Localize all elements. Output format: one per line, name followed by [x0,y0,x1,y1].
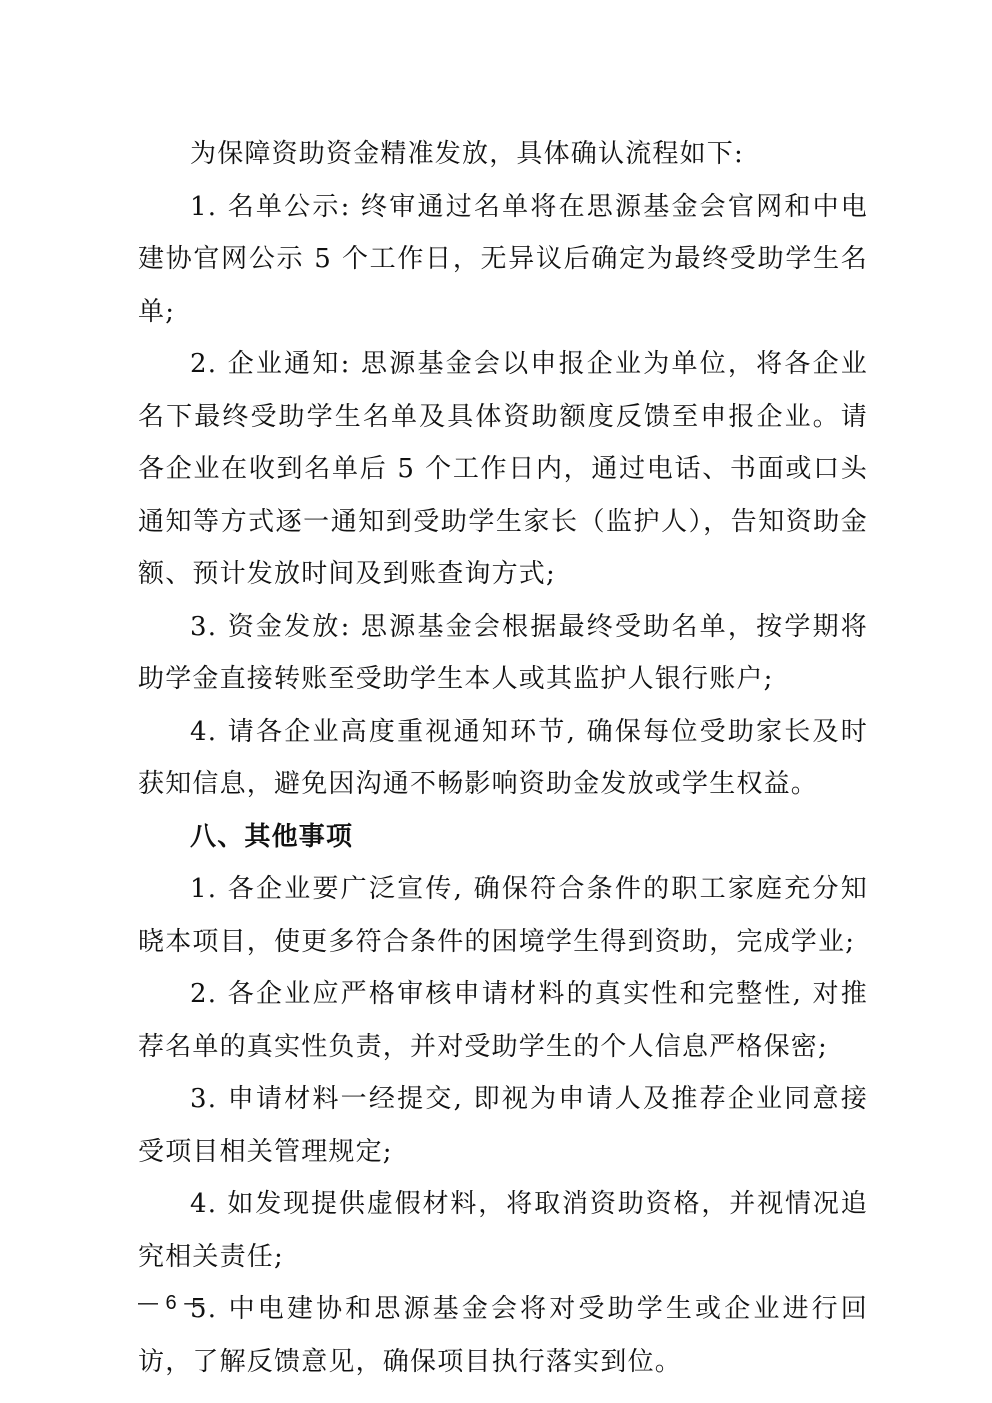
paragraph-intro: 为保障资助资金精准发放，具体确认流程如下: [190,139,744,169]
paragraph-other-review: 2. 各企业应严格审核申请材料的真实性和完整性, 对推荐名单的真实性负责，并对受助学生的个人信息严格保密; [138,979,868,1062]
document-body [138,128,868,1388]
paragraph-other-follow-up: 5. 中电建协和思源基金会将对受助学生或企业进行回访，了解反馈意见，确保项目执行落实到位。 [138,1294,868,1377]
paragraph-other-acceptance: 3. 申请材料一经提交, 即视为申请人及推荐企业同意接受项目相关管理规定; [138,1084,868,1167]
paragraph-other-false-materials: 4. 如发现提供虚假材料，将取消资助资格，并视情况追究相关责任; [138,1189,868,1272]
paragraph-list-disbursement: 3. 资金发放: 思源基金会根据最终受助名单，按学期将助学金直接转账至受助学生本人或其监护人银行账户; [138,611,868,694]
paragraph-other-publicity: 1. 各企业要广泛宣传, 确保符合条件的职工家庭充分知晓本项目，使更多符合条件的困境学生得到资助，完成学业; [138,874,868,957]
paragraph-list-attention: 4. 请各企业高度重视通知环节, 确保每位受助家长及时获知信息，避免因沟通不畅影响资助金发放或学生权益。 [138,716,868,799]
page-number: — 6 — [138,1292,206,1314]
paragraph-list-notification: 2. 企业通知: 思源基金会以申报企业为单位，将各企业名下最终受助学生名单及具体资助额度反馈至申报企业。请各企业在收到名单后 5 个工作日内，通过电话、书面或口头通知等方式逐一通知到受助学生家长（监护人），告知资助金额、预计发放时间及到账查询方式; [138,349,868,589]
paragraph-list-publicity: 1. 名单公示: 终审通过名单将在思源基金会官网和中电建协官网公示 5 个工作日，无异议后确定为最终受助学生名单; [138,191,868,327]
section-heading-other-matters: 八、其他事项 [190,821,354,852]
